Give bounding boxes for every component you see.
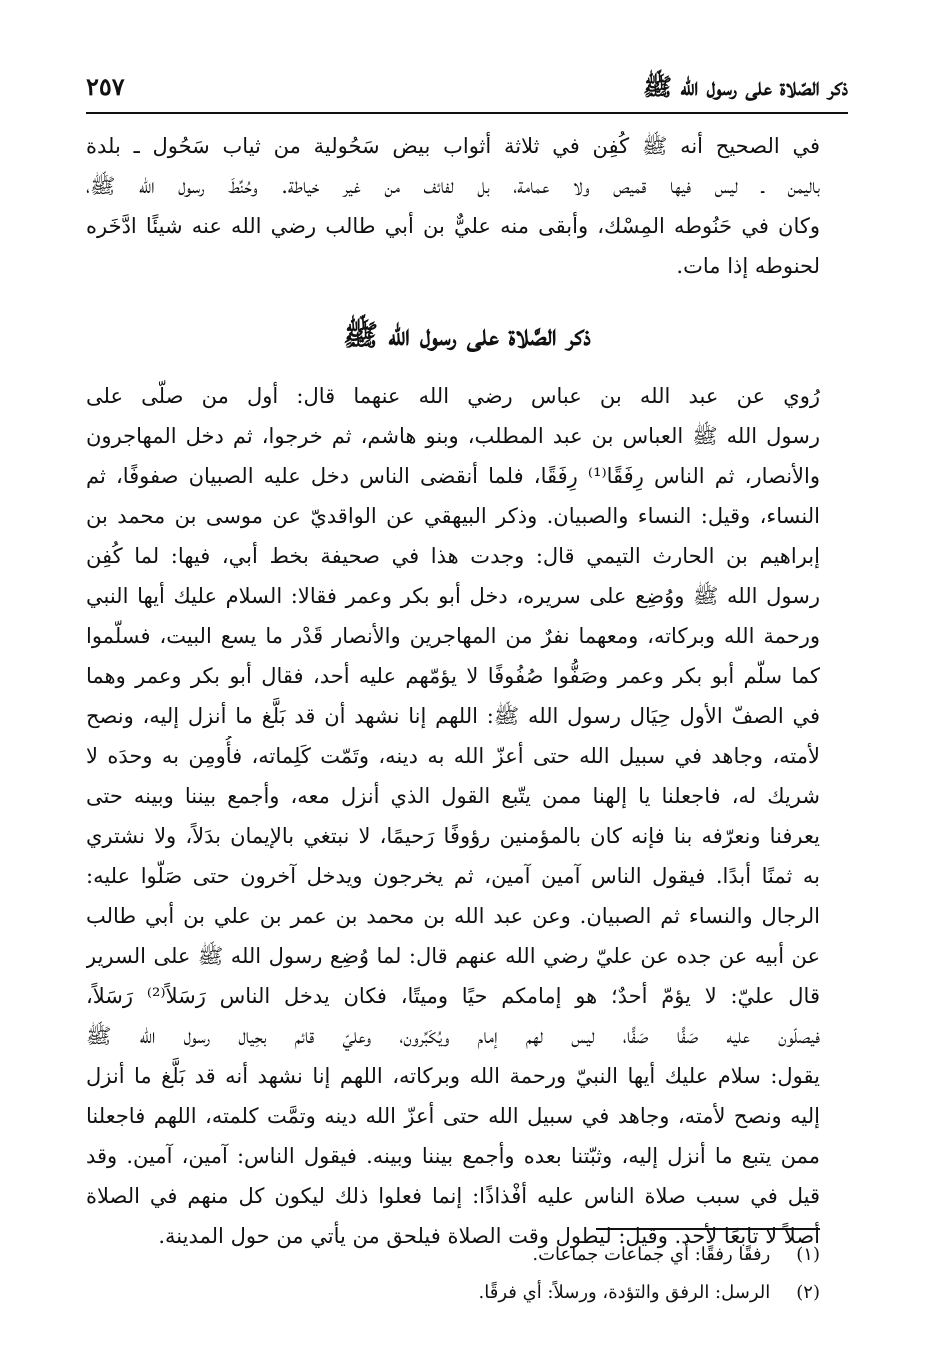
- footnote-number: (٢): [796, 1282, 820, 1303]
- text-line: فيصلّون عليه صَفًّا صَفًّا، ليس لهم إمام ويُكَبِّرون، وعليّ قائم بحِيال رسول الله ﷺ: [86, 1024, 820, 1048]
- footnote: [86, 1236, 820, 1274]
- footnote-number: (١): [796, 1244, 820, 1265]
- running-title: ذكر الصّلاة على رسول الله ﷺ: [642, 72, 848, 101]
- footnotes: [86, 1236, 820, 1312]
- text-line: النساء، وقيل: النساء والصبيان. وذكر البيهقي عن الواقديّ عن موسى بن محمد بن: [86, 504, 820, 528]
- text-line: والأنصار، ثم الناس رِفَقًا⁽¹⁾ رِفَقًا، فلما أنقضى الناس دخل عليه الصبيان صفوفًا، ثم: [86, 464, 820, 488]
- text-line: رسول الله ﷺ العباس بن عبد المطلب، وبنو هاشم، ثم خرجوا، ثم دخل المهاجرون: [86, 424, 820, 448]
- text-line: وكان في حَنُوطه المِسْك، وأبقى منه عليٌّ بن أبي طالب رضي الله عنه شيئًا ادَّخَره: [86, 214, 820, 238]
- text-line: ورحمة الله وبركاته، ومعهما نفرٌ من المهاجرين والأنصار قَدْر ما يسع البيت، فسلّموا: [86, 624, 820, 648]
- text-line: به ثمنًا أبدًا. فيقول الناس آمين آمين، ثم يخرجون ويدخل آخرون حتى صَلّوا عليه:: [86, 864, 820, 888]
- body-paragraph: [86, 376, 820, 1256]
- text-line: في الصفّ الأول حِيَال رسول الله ﷺ: اللهم إنا نشهد أن قد بَلَّغ ما أنزل إليه، ونصح: [86, 704, 820, 728]
- footnote-text: رفقًا رفقًا: أي جماعات جماعات.: [532, 1244, 771, 1265]
- text-line: الرجال والنساء ثم الصبيان. وعن عبد الله بن محمد بن عمر بن علي بن أبي طالب: [86, 904, 820, 928]
- text-line: عن أبيه عن جده عن عليّ رضي الله عنهم قال: لما وُضِع رسول الله ﷺ على السرير: [86, 944, 820, 968]
- text-line: يقول: سلام عليك أيها النبيّ ورحمة الله وبركاته، اللهم إنا نشهد أنه قد بَلَّغ ما أنزل: [86, 1064, 820, 1088]
- text-line: أصلاً لا تابعًا لأحد. وقيل: ليطول وقت الصلاة فيلحق من يأتي من حول المدينة.: [158, 1224, 820, 1248]
- text-line: كما سلّم أبو بكر وعمر وصَفُّوا صُفُوفًا لا يؤمّهم عليه أحد، فقال أبو بكر وعمر وهما: [86, 664, 820, 688]
- text-line: رُوي عن عبد الله بن عباس رضي الله عنهما قال: أول من صلّى على: [86, 384, 820, 408]
- text-line: ممن يتبع ما أنزل إليه، وثبّتنا بعده وأجمع بيننا وبينه. فيقول الناس: آمين، آمين. وقد: [86, 1144, 820, 1168]
- text-line: يعرفنا ونعرّفه بنا فإنه كان بالمؤمنين رؤوفًا رَحيمًا، لا نبتغي بالإيمان بدَلاً، ولا نشتري: [86, 824, 820, 848]
- text-line: لحنوطه إذا مات.: [676, 254, 820, 278]
- footnote: [86, 1274, 820, 1312]
- text-line: لأمته، وجاهد في سبيل الله حتى أعزّ الله به دينه، وتَمّت كَلِماته، فأُومِن به وحدَه لا: [86, 744, 820, 768]
- page-number: ٢٥٧: [86, 72, 125, 101]
- footnote-divider: [596, 1228, 820, 1230]
- text-line: قيل في سبب صلاة الناس عليه أفْذاذًا: إنما فعلوا ذلك ليكون كل منهم في الصلاة: [86, 1184, 820, 1208]
- text-line: إبراهيم بن الحارث التيمي قال: وجدت هذا في صحيفة بخط أبي، فيها: لما كُفِن: [86, 544, 820, 568]
- intro-paragraph: [86, 126, 820, 286]
- text-line: رسول الله ﷺ ووُضِع على سريره، دخل أبو بكر وعمر فقالا: السلام عليك أيها النبي: [86, 584, 820, 608]
- running-header: [86, 66, 848, 114]
- text-line: قال عليّ: لا يؤمّ أحدٌ؛ هو إمامكم حيًا وميتًا، فكان يدخل الناس رَسَلاً⁽²⁾ رَسَلاً،: [86, 984, 820, 1008]
- section-heading: ذكر الصَّلاة على رسول الله ﷺ: [343, 318, 591, 352]
- text-line: في الصحيح أنه ﷺ كُفِن في ثلاثة أثواب بيض سَحُولية من ثياب سَحُول ـ بلدة: [86, 134, 820, 158]
- text-line: شريك له، فاجعلنا يا إلهنا ممن يتّبع القول الذي أنزل معه، وأجمع بيننا وبينه حتى: [86, 784, 820, 808]
- text-line: إليه ونصح لأمته، وجاهد في سبيل الله حتى أعزّ الله دينه وتمَّت كلمته، اللهم فاجعلنا: [86, 1104, 820, 1128]
- footnote-text: الرسل: الرفق والتؤدة، ورسلاً: أي فرقًا.: [478, 1282, 771, 1303]
- text-line: باليمن ـ ليس فيها قميص ولا عمامة، بل لفائف من غير خياطة. وحُنِّطَ رسول الله ﷺ،: [86, 174, 820, 198]
